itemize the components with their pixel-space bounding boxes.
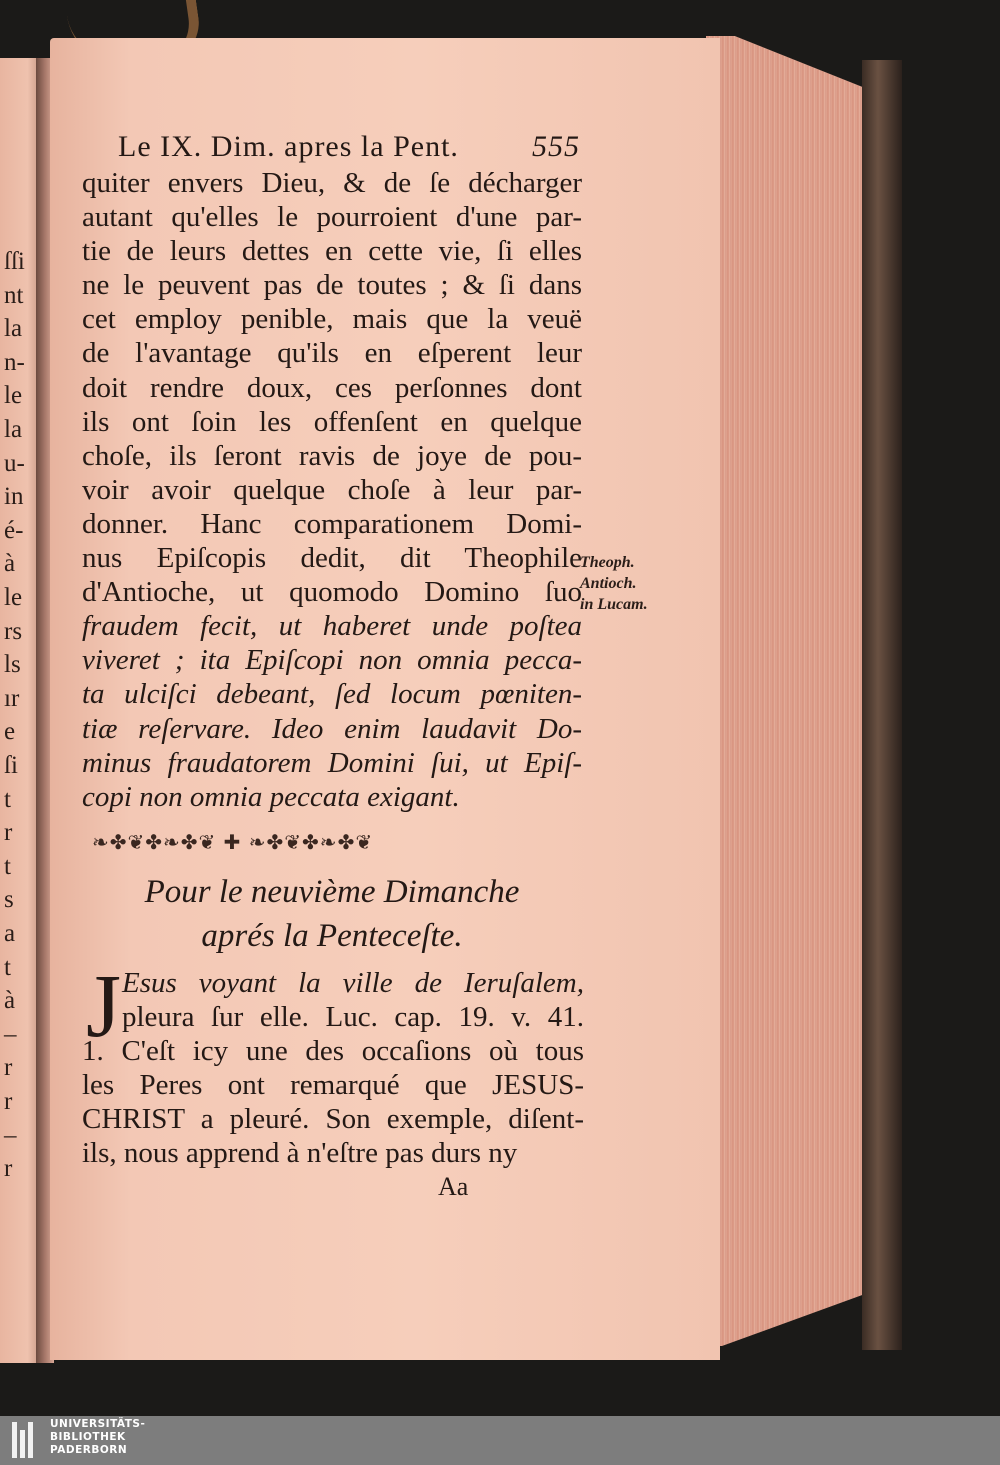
left-page-fragment: nt	[4, 281, 24, 309]
text-line: d'Antioche, ut quomodo Domino ſuo	[82, 576, 582, 609]
left-page-fragment: ſi	[4, 752, 18, 779]
text-line: viveret ; ita Epiſcopi non omnia pecca-	[82, 644, 582, 677]
marginal-note-line: Theoph.	[580, 554, 635, 571]
drop-cap: J	[86, 957, 122, 1056]
catchword: Aa	[438, 1172, 469, 1201]
text-line: doit rendre doux, ces perſonnes dont	[82, 371, 582, 404]
left-page-fragment: ſſi	[4, 248, 25, 275]
left-page-fragment: –	[4, 1121, 17, 1149]
library-logo-icon	[12, 1422, 42, 1458]
left-page-fragment: rs	[4, 617, 23, 645]
text-line: ils, nous apprend à n'eſtre pas durs ny	[82, 1137, 518, 1170]
marginal-note	[580, 552, 690, 615]
left-page-fragment: s	[4, 886, 14, 914]
text-line: tiæ reſervare. Ideo enim laudavit Do-	[82, 712, 582, 745]
text-line: fraudem fecit, ut haberet unde poſtea	[82, 610, 582, 643]
left-page-fragment: le	[4, 382, 23, 410]
left-page-fragment: a	[4, 920, 16, 947]
left-page-fragment: t	[4, 953, 11, 981]
section-body	[82, 966, 584, 1171]
left-page-fragment: in	[4, 483, 24, 511]
logo-line: UNIVERSITÄTS-	[50, 1418, 146, 1430]
text-line: voir avoir quelque choſe à leur par-	[82, 473, 582, 506]
ornamental-divider: ❧✤❦✤❧✤❦ ✚ ❧✤❦✤❧✤❦	[92, 830, 374, 854]
text-line: quiter envers Dieu, & de ſe décharger	[82, 167, 582, 199]
text-line: ta ulciſci debeant, ſed locum pœniten-	[82, 678, 582, 711]
running-title: Le IX. Dim. apres la Pent.	[118, 130, 459, 163]
left-page-fragment: ls	[4, 651, 21, 679]
left-page-fragment: r	[4, 1088, 13, 1115]
library-footer-bar	[0, 1416, 1000, 1465]
body-text	[82, 166, 582, 814]
left-page-fragment: –	[4, 1020, 17, 1048]
text-line: ils ont ſoin les offenſent en quelque	[82, 405, 582, 438]
section-title	[82, 870, 582, 958]
left-page-fragment: la	[4, 315, 23, 343]
left-page-fragment: la	[4, 416, 23, 443]
text-line: de l'avantage qu'ils en eſperent leur	[82, 337, 582, 370]
marginal-note-line: Antioch.	[580, 575, 637, 592]
text-line: les Peres ont remarqué que JESUS-	[82, 1069, 584, 1102]
text-line: nus Epiſcopis dedit, dit Theophile	[82, 542, 582, 575]
text-line: copi non omnia peccata exigant.	[82, 780, 460, 813]
text-line: 1. C'eſt icy une des occaſions où tous	[82, 1035, 584, 1068]
page-edges	[706, 36, 866, 1346]
left-page-fragment: à	[4, 987, 16, 1015]
text-line: ne le peuvent pas de toutes ; & ſi dans	[82, 269, 582, 302]
logo-line: PADERBORN	[50, 1444, 128, 1456]
left-page-fragment: e	[4, 718, 16, 746]
text-line: donner. Hanc comparationem Domi-	[82, 507, 582, 540]
book-cover-edge	[862, 60, 902, 1350]
text-line: choſe, ils ſeront ravis de joye de pou-	[82, 439, 582, 472]
text-line: minus fraudatorem Domini ſui, ut Epiſ-	[82, 746, 582, 779]
text-line: pleura ſur elle. Luc. cap. 19. v. 41.	[122, 1001, 584, 1034]
text-line: Esus voyant la ville de Ieruſalem,	[122, 967, 584, 999]
left-page-fragment: à	[4, 550, 16, 578]
section-title-line: aprés la Penteceſte.	[201, 918, 463, 954]
text-line: tie de leurs dettes en cette vie, ſi elles	[82, 235, 582, 268]
text-line: cet employ penible, mais que la veuë	[82, 303, 582, 336]
text-line: autant qu'elles le pourroient d'une par-	[82, 201, 582, 234]
left-page-fragment: le	[4, 584, 23, 611]
left-page-fragment: r	[4, 1155, 13, 1183]
marginal-note-line: in Lucam.	[580, 596, 648, 613]
left-page-fragment: é-	[4, 516, 24, 544]
page-number: 555	[532, 130, 580, 163]
left-page-fragment: t	[4, 852, 11, 880]
left-page-fragment: r	[4, 819, 13, 847]
left-page-fragment: r	[4, 1054, 13, 1082]
logo-line: BIBLIOTHEK	[50, 1431, 126, 1443]
text-line: CHRIST a pleuré. Son exemple, diſent-	[82, 1103, 584, 1136]
library-logo-text	[50, 1418, 145, 1457]
left-page-fragment: t	[4, 785, 11, 813]
left-page-fragment: u-	[4, 449, 25, 477]
left-page-fragment: ır	[4, 684, 20, 712]
left-page-fragment: n-	[4, 348, 25, 376]
section-title-line: Pour le neuvième Dimanche	[144, 874, 520, 910]
